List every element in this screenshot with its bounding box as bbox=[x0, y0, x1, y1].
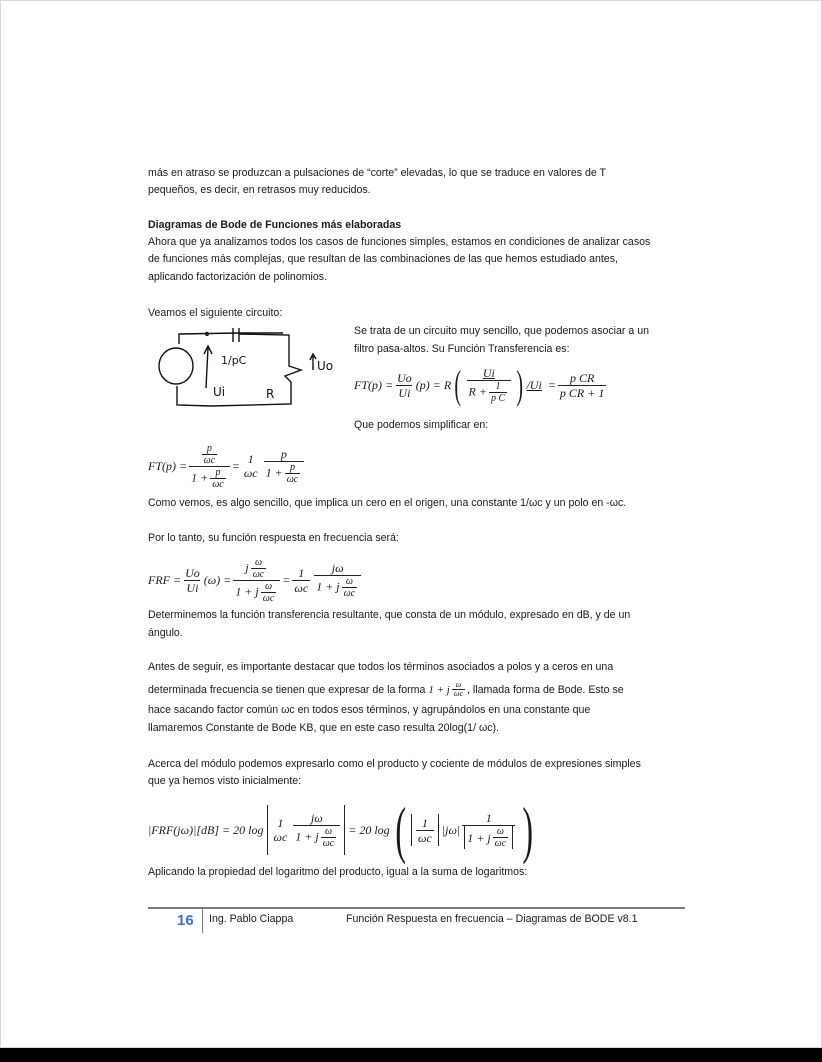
math-part bbox=[411, 814, 439, 846]
text-line: aplicando factorización de polinomios. bbox=[148, 271, 328, 283]
uo-label: Uo bbox=[317, 359, 334, 373]
text-line bbox=[148, 681, 624, 698]
math-part: /Ui bbox=[526, 377, 542, 392]
capacitor-label: 1/pC bbox=[221, 354, 247, 367]
math-part: 1 + j bbox=[295, 829, 319, 844]
math-part bbox=[314, 561, 361, 599]
math-part: 1 bbox=[277, 816, 284, 830]
text-line: Veamos el siguiente circuito: bbox=[148, 307, 283, 319]
math-part: 1 bbox=[247, 452, 254, 466]
math-part bbox=[202, 443, 218, 466]
math-part bbox=[264, 447, 305, 485]
math-part bbox=[489, 381, 507, 404]
bottom-bar bbox=[0, 1048, 822, 1062]
math-part bbox=[198, 443, 222, 466]
math-part: ( bbox=[454, 362, 462, 407]
math-part: ωc bbox=[494, 838, 507, 849]
text-line: de funciones más complejas, que resultan de las combinaciones de las que hemos estudiado antes, bbox=[148, 253, 618, 265]
math-part: (ω) = bbox=[203, 572, 232, 587]
footer-divider bbox=[148, 907, 685, 909]
math-part: ωc bbox=[273, 830, 288, 844]
math-part: ωc bbox=[212, 478, 224, 490]
math-part: 1 + j bbox=[235, 583, 259, 598]
text-line: pequeños, es decir, en retrasos muy reducidos. bbox=[148, 184, 371, 196]
text-line: Se trata de un circuito muy sencillo, que podemos asociar a un bbox=[354, 325, 650, 337]
math-part: Uo bbox=[397, 370, 412, 385]
math-part bbox=[210, 467, 226, 490]
math-part: FRF = bbox=[148, 572, 182, 587]
formula-ft-rc bbox=[354, 363, 608, 407]
math-part: p bbox=[206, 442, 212, 454]
math-part: p bbox=[215, 466, 221, 478]
math-part bbox=[242, 452, 260, 480]
math-part: ωc bbox=[243, 466, 258, 480]
math-part bbox=[464, 826, 513, 849]
math-part: ω bbox=[496, 826, 504, 837]
math-part: ( bbox=[395, 794, 406, 865]
circuit-diagram bbox=[151, 326, 341, 421]
math-part: Ui bbox=[186, 580, 199, 595]
math-part bbox=[467, 380, 512, 404]
math-part: p CR bbox=[569, 370, 595, 385]
math-part: ω bbox=[345, 576, 353, 587]
formula-frf bbox=[148, 551, 363, 609]
math-part bbox=[267, 805, 346, 855]
math-part bbox=[261, 581, 277, 604]
math-part: ωc bbox=[286, 474, 299, 485]
math-part bbox=[264, 461, 305, 485]
r-label: R bbox=[266, 387, 275, 401]
text-line: llamaremos Constante de Bode KB, que en este caso resulta 20log(1/ ωc). bbox=[148, 722, 499, 734]
math-part bbox=[233, 557, 280, 604]
math-part: 1 + j bbox=[316, 579, 340, 594]
text-line: hace sacando factor común ωc en todos esos términos, y agrupándolos en una constante que bbox=[148, 704, 591, 716]
footer-title: Función Respuesta en frecuencia – Diagramas de BODE v8.1 bbox=[346, 913, 638, 925]
math-part bbox=[342, 576, 358, 599]
math-part: Ui bbox=[482, 366, 495, 380]
text-span: , llamada forma de Bode. Esto se bbox=[467, 683, 624, 696]
math-part bbox=[272, 816, 290, 844]
math-part: = bbox=[547, 377, 556, 392]
math-part: 1 bbox=[421, 815, 428, 830]
math-part: 1 bbox=[495, 381, 501, 392]
text-line: Determinemos la función transferencia resultante, que consta de un módulo, expresado en dB, y de un bbox=[148, 609, 631, 621]
math-part: 1 + bbox=[191, 469, 209, 484]
math-part: = 20 log bbox=[348, 822, 390, 837]
math-part: j bbox=[245, 559, 249, 574]
math-part: = bbox=[282, 572, 291, 587]
math-part: ωc bbox=[453, 689, 464, 698]
math-part bbox=[493, 826, 509, 849]
math-part: ωc bbox=[418, 830, 432, 845]
math-part: = bbox=[231, 458, 240, 473]
math-part: ωc bbox=[343, 588, 356, 599]
math-part: ω bbox=[455, 680, 462, 689]
math-part bbox=[416, 816, 434, 845]
math-part: ω bbox=[324, 826, 333, 837]
math-part bbox=[243, 557, 270, 580]
text-line: Por lo tanto, su función respuesta en frecuencia será: bbox=[148, 532, 399, 544]
text-line: ángulo. bbox=[148, 627, 183, 639]
bode-form-formula bbox=[428, 681, 467, 698]
math-part: ) bbox=[522, 794, 534, 865]
text-line: Aplicando la propiedad del logaritmo del producto, igual a la suma de logaritmos: bbox=[148, 866, 528, 878]
math-part bbox=[183, 566, 202, 595]
formula-frf-module bbox=[148, 794, 538, 865]
text-line: Que podemos simplificar en: bbox=[354, 419, 489, 431]
math-part: p CR + 1 bbox=[559, 385, 605, 400]
text-line: Como vemos, es algo sencillo, que implica un cero en el origen, una constante 1/ωc y un polo en -ωc. bbox=[148, 497, 627, 509]
ui-label: Ui bbox=[213, 385, 226, 399]
math-part bbox=[314, 575, 361, 599]
math-part: ωc bbox=[294, 580, 309, 595]
math-part: 1 + j bbox=[428, 683, 450, 696]
math-part bbox=[293, 811, 340, 849]
math-part: Ui bbox=[398, 385, 411, 400]
math-part: ω bbox=[254, 556, 262, 568]
math-part: ωc bbox=[203, 454, 216, 466]
math-part bbox=[467, 366, 512, 404]
formula-ft-simplified bbox=[148, 437, 306, 495]
math-part: (p) = R bbox=[415, 377, 452, 392]
math-part bbox=[321, 826, 337, 849]
math-part: p C bbox=[490, 393, 506, 404]
text-line: filtro pasa-altos. Su Función Transferencia es: bbox=[354, 343, 570, 355]
text-span: determinada frecuencia se tienen que expresar de la forma bbox=[148, 683, 426, 696]
math-part: ωc bbox=[252, 568, 265, 580]
math-part: ω bbox=[264, 580, 273, 592]
math-part: jω bbox=[331, 561, 344, 575]
math-part bbox=[395, 371, 414, 400]
math-part bbox=[462, 825, 515, 849]
math-part: 1 bbox=[485, 811, 492, 825]
text-line: que ya hemos visto inicialmente: bbox=[148, 775, 302, 787]
math-part bbox=[251, 557, 267, 580]
math-part: ) bbox=[516, 362, 524, 407]
math-part: 1 + bbox=[265, 465, 283, 480]
math-part: ωc bbox=[262, 592, 275, 604]
math-part bbox=[462, 811, 515, 849]
text-line: Antes de seguir, es importante destacar que todos los términos asociados a polos y a ceros en una bbox=[148, 661, 614, 673]
math-part bbox=[233, 580, 280, 604]
math-part bbox=[189, 466, 230, 490]
math-part bbox=[292, 566, 310, 595]
math-part bbox=[293, 825, 340, 849]
math-part bbox=[189, 443, 230, 490]
math-part: R + bbox=[468, 384, 487, 399]
math-part: Uo bbox=[185, 565, 200, 580]
section-heading: Diagramas de Bode de Funciones más elaboradas bbox=[148, 219, 402, 231]
math-part: |jω| bbox=[441, 822, 461, 837]
text-line: Acerca del módulo podemos expresarlo como el producto y cociente de módulos de expresiones simples bbox=[148, 758, 641, 770]
math-part: FT(p) = bbox=[148, 458, 188, 473]
math-part bbox=[452, 681, 465, 698]
footer-separator bbox=[202, 909, 203, 933]
math-part bbox=[558, 371, 606, 400]
math-part: |FRF(jω)|[dB] = 20 log bbox=[148, 822, 264, 837]
math-part: p bbox=[289, 462, 295, 473]
math-part: 1 + j bbox=[467, 830, 491, 845]
text-line: Ahora que ya analizamos todos los casos de funciones simples, estamos en condiciones de analizar casos bbox=[148, 236, 651, 248]
math-part: 1 bbox=[298, 565, 305, 580]
math-part: p bbox=[280, 447, 287, 461]
math-part bbox=[285, 462, 301, 485]
math-part: jω bbox=[310, 811, 323, 825]
math-part: ωc bbox=[322, 838, 335, 849]
page-number: 16 bbox=[177, 912, 194, 929]
footer-author: Ing. Pablo Ciappa bbox=[209, 913, 294, 925]
text-line: más en atraso se produzcan a pulsaciones de “corte” elevadas, lo que se traduce en valores de T bbox=[148, 167, 606, 179]
math-part: FT(p) = bbox=[354, 377, 394, 392]
